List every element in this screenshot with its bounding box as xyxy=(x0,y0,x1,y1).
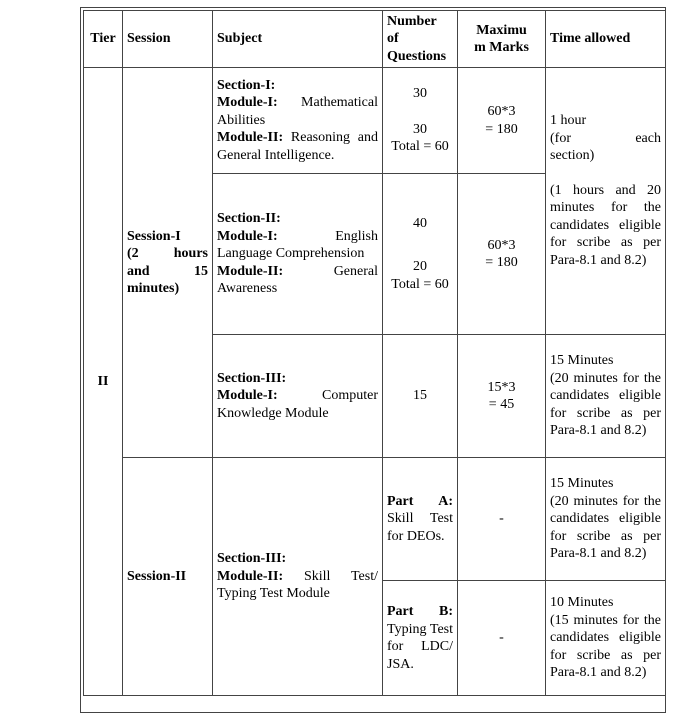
section1-q2: 30 xyxy=(413,121,427,137)
section1-marks-line2: = 180 xyxy=(485,121,518,137)
section2-total: Total = 60 xyxy=(391,276,449,292)
partA-time xyxy=(546,458,666,581)
section3-module1-text: Computer Knowledge Module xyxy=(217,388,378,421)
partB-marks: - xyxy=(458,581,546,696)
section2-q1: 40 xyxy=(413,215,427,231)
session1-line1: Session-I xyxy=(127,228,181,244)
marks-section2 xyxy=(458,174,546,335)
section4-module-label: Module-II: xyxy=(217,568,284,584)
questions-section2 xyxy=(383,174,458,335)
session1-line3: and 15 xyxy=(127,263,208,279)
section3-marks-line2: = 45 xyxy=(488,397,515,412)
header-marks-line2: m Marks xyxy=(474,40,529,55)
partA-marks: - xyxy=(458,458,546,581)
table-row xyxy=(84,68,666,174)
header-questions-line3: Questions xyxy=(387,48,447,64)
header-questions-line1: Number xyxy=(387,13,437,29)
partA-label: Part A: xyxy=(387,493,453,509)
section1-title: Section-I: xyxy=(217,77,276,93)
session2-cell: Session-II xyxy=(123,458,213,696)
section4-module-text: Skill Test/ Typing Test Module xyxy=(217,568,378,602)
marks-section1 xyxy=(458,68,546,174)
section1-time-line1: 1 hour xyxy=(550,113,587,128)
session1-line2: (2 hours xyxy=(127,246,208,261)
table-row xyxy=(84,458,666,581)
partB-time-line2: (15 minutes for the candidates eligible for scribe as per Para-8.1 and 8.2) xyxy=(550,612,661,681)
partB-time-line1: 10 Minutes xyxy=(550,595,614,611)
section2-q2: 20 xyxy=(413,259,427,275)
section1-q1: 30 xyxy=(413,86,427,102)
header-time: Time allowed xyxy=(546,11,666,68)
exam-scheme-table xyxy=(83,10,666,696)
partA-cell xyxy=(383,458,458,581)
section2-module2-label: Module-II: xyxy=(217,263,284,279)
time-section3 xyxy=(546,335,666,458)
header-questions xyxy=(383,11,458,68)
section2-marks-line2: = 180 xyxy=(485,255,518,270)
questions-section3: 15 xyxy=(383,335,458,458)
section2-module2-text: General Awareness xyxy=(217,263,378,297)
section3-time-line1: 15 Minutes xyxy=(550,353,614,369)
subject-section1 xyxy=(213,68,383,174)
partB-cell xyxy=(383,581,458,696)
header-marks-line1: Maximu xyxy=(476,22,527,38)
partA-time-line2: (20 minutes for the candidates eligible for scribe as per Para-8.1 and 8.2) xyxy=(550,493,661,562)
header-questions-line2: of xyxy=(387,31,399,47)
section3-marks-line1: 15*3 xyxy=(487,379,516,395)
tier-cell: II xyxy=(84,68,123,696)
header-subject: Subject xyxy=(213,11,383,68)
session1-cell xyxy=(123,68,213,458)
subject-section2 xyxy=(213,174,383,335)
section2-time: (1 hours and 20 minutes for the candidates eligible for scribe as per Para-8.1 and 8.2) xyxy=(550,182,661,268)
section1-marks-line1: 60*3 xyxy=(487,104,516,119)
session1-line4: minutes) xyxy=(127,281,180,296)
section3-module1-label: Module-I: xyxy=(217,388,278,404)
questions-section1 xyxy=(383,68,458,174)
section1-time-line2: (for each xyxy=(550,130,661,146)
marks-section3 xyxy=(458,335,546,458)
time-section1-2 xyxy=(546,68,666,335)
section1-module2-label: Module-II: xyxy=(217,130,284,146)
section3-title: Section-III: xyxy=(217,370,287,386)
section1-module1-text: Mathematical Abilities xyxy=(217,95,378,128)
header-marks xyxy=(458,11,546,68)
section2-marks-line1: 60*3 xyxy=(487,237,516,253)
subject-section4 xyxy=(213,458,383,696)
section3-time-line2: (20 minutes for the candidates eligible for scribe as per Para-8.1 and 8.2) xyxy=(550,370,661,439)
header-tier: Tier xyxy=(84,11,123,68)
section2-module1-text: English Language Comprehension xyxy=(217,228,378,262)
section1-total: Total = 60 xyxy=(391,139,449,155)
section2-module1-label: Module-I: xyxy=(217,228,278,244)
section2-title: Section-II: xyxy=(217,211,281,227)
header-session: Session xyxy=(123,11,213,68)
partB-time xyxy=(546,581,666,696)
partA-text: Skill Test for DEOs. xyxy=(387,511,453,544)
partB-text: Typing Test for LDC/ JSA. xyxy=(387,621,453,672)
section1-time-line3: section) xyxy=(550,148,595,163)
section1-module1-label: Module-I: xyxy=(217,95,278,111)
section4-title: Section-III: xyxy=(217,551,287,567)
header-row xyxy=(84,11,666,68)
partB-label: Part B: xyxy=(387,604,453,619)
subject-section3 xyxy=(213,335,383,458)
partA-time-line1: 15 Minutes xyxy=(550,476,614,492)
section1-module2-text: Reasoning and General Intelligence. xyxy=(217,130,378,163)
